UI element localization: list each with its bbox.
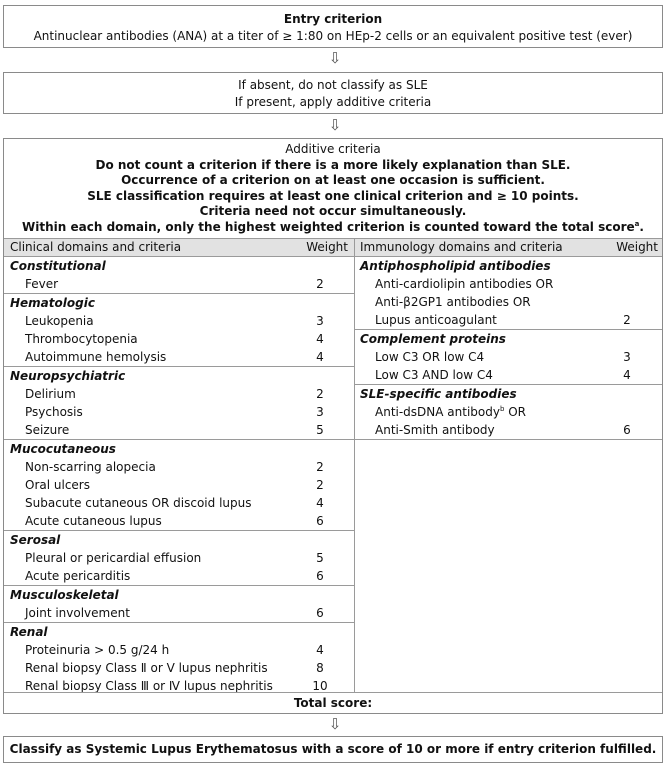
immunology-weight-header: Weight — [616, 240, 658, 254]
domain-name: Serosal — [10, 533, 61, 547]
criterion-label-text: Joint involvement — [25, 606, 130, 620]
criterion-row — [4, 458, 354, 476]
domain-group — [354, 257, 662, 330]
criterion-weight: 2 — [316, 277, 324, 291]
criterion-label-text: Autoimmune hemolysis — [25, 350, 167, 364]
entry-criterion-title: Entry criterion — [283, 12, 383, 26]
immunology-header-label: Immunology domains and criteria — [360, 240, 563, 254]
additive-rule-text: Within each domain, only the highest weighted criterion is counted toward the total score — [22, 219, 635, 234]
criterion-row — [354, 275, 662, 293]
criterion-label — [25, 403, 83, 421]
criterion-label — [25, 549, 201, 567]
criterion-weight: 4 — [623, 368, 631, 382]
additive-rule: SLE classification requires at least one clinical criterion and ≥ 10 points. — [87, 188, 579, 203]
additive-criteria-header — [4, 139, 662, 238]
criterion-weight: 3 — [316, 314, 324, 328]
additive-rule: Criteria need not occur simultaneously. — [199, 204, 467, 219]
domain-title-row — [354, 257, 662, 275]
criterion-label — [25, 512, 162, 530]
clinical-header-label: Clinical domains and criteria — [10, 240, 182, 254]
criterion-label — [375, 348, 484, 366]
criterion-weight: 6 — [316, 569, 324, 583]
criterion-label-text: Low C3 OR low C4 — [375, 350, 485, 364]
criterion-row — [354, 366, 662, 384]
criterion-label-text: Psychosis — [25, 405, 83, 419]
criterion-label-text: Oral ulcers — [25, 478, 90, 492]
criterion-label-text: Anti-dsDNA antibody — [375, 405, 500, 419]
criterion-weight: 6 — [316, 606, 324, 620]
criterion-label-text: Seizure — [25, 423, 70, 437]
additive-criteria-box — [3, 138, 663, 714]
criterion-label — [25, 385, 76, 403]
criterion-row — [354, 348, 662, 366]
domain-group — [354, 330, 662, 385]
criterion-weight: 6 — [623, 423, 631, 437]
footnote-marker: a — [634, 219, 640, 228]
criterion-label — [25, 275, 58, 293]
criterion-row — [4, 385, 354, 403]
criterion-row — [4, 549, 354, 567]
decision-present-text: If present, apply additive criteria — [234, 95, 432, 109]
domain-title-row — [4, 257, 354, 275]
criterion-label-text: Renal biopsy Class Ⅱ or Ⅴ lupus nephritis — [25, 661, 268, 675]
criterion-weight: 2 — [316, 460, 324, 474]
criterion-label-text: Acute pericarditis — [25, 569, 131, 583]
criterion-weight: 2 — [623, 313, 631, 327]
classification-result-box — [3, 736, 663, 763]
criterion-row — [4, 348, 354, 366]
criterion-label-text: Non-scarring alopecia — [25, 460, 156, 474]
down-arrow-icon: ⇩ — [328, 116, 342, 134]
domain-name: SLE-specific antibodies — [360, 387, 517, 401]
criterion-label-text: Delirium — [25, 387, 76, 401]
down-arrow-icon: ⇩ — [328, 715, 342, 733]
domain-name: Musculoskeletal — [10, 588, 119, 602]
criterion-row — [4, 512, 354, 530]
criterion-row — [4, 659, 354, 677]
domain-name: Renal — [10, 625, 48, 639]
criterion-label — [25, 476, 90, 494]
domain-group — [4, 440, 354, 531]
criterion-label — [375, 366, 493, 384]
decision-box — [3, 72, 663, 114]
criterion-weight: 4 — [316, 332, 324, 346]
criterion-row — [4, 330, 354, 348]
clinical-domains-column — [4, 257, 354, 695]
criterion-label-text: Renal biopsy Class Ⅲ or Ⅳ lupus nephritis — [25, 679, 273, 693]
criterion-weight: 8 — [316, 661, 324, 675]
criterion-label-text: Low C3 AND low C4 — [375, 368, 493, 382]
criterion-label-text: Anti-β2GP1 antibodies OR — [375, 295, 531, 309]
domain-title-row — [4, 623, 354, 641]
criterion-label — [25, 421, 69, 439]
domain-title-row — [4, 367, 354, 385]
domain-group — [4, 257, 354, 294]
domain-title-row — [354, 330, 662, 348]
down-arrow-icon: ⇩ — [328, 49, 342, 67]
domain-group — [4, 367, 354, 440]
criterion-row — [354, 403, 662, 421]
criterion-label — [25, 312, 94, 330]
criterion-weight: 3 — [316, 405, 324, 419]
additive-rule: Occurrence of a criterion on at least one occasion is sufficient. — [121, 173, 545, 188]
criterion-row — [4, 476, 354, 494]
additive-rule: Do not count a criterion if there is a more likely explanation than SLE. — [95, 157, 571, 172]
criterion-weight: 3 — [623, 350, 631, 364]
criterion-label — [375, 403, 526, 421]
criterion-label-text: Acute cutaneous lupus — [25, 514, 162, 528]
entry-criterion-box — [3, 5, 663, 48]
domain-title-row — [4, 531, 354, 549]
criterion-label-text: Thrombocytopenia — [25, 332, 138, 346]
criterion-row — [354, 421, 662, 439]
criterion-label-text: Leukopenia — [25, 314, 94, 328]
criterion-row — [4, 567, 354, 585]
entry-criterion-text: Antinuclear antibodies (ANA) at a titer of ≥ 1:80 on HEp-2 cells or an equivalent positive test (ever) — [33, 29, 633, 43]
criterion-row — [4, 421, 354, 439]
total-score-row: Total score: — [4, 692, 662, 713]
criterion-row — [354, 311, 662, 329]
criterion-weight: 2 — [316, 478, 324, 492]
additive-criteria-title: Additive criteria — [285, 142, 381, 156]
criterion-label — [25, 458, 156, 476]
criterion-label — [25, 567, 130, 585]
domain-group — [354, 385, 662, 440]
classification-result-text: Classify as Systemic Lupus Erythematosus with a score of 10 or more if entry criterion fulfilled. — [9, 742, 657, 756]
domain-title-row — [4, 294, 354, 312]
domain-name: Hematologic — [10, 296, 95, 310]
criterion-label-text: Lupus anticoagulant — [375, 313, 497, 327]
criterion-weight: 2 — [316, 387, 324, 401]
criterion-weight: 4 — [316, 496, 324, 510]
criterion-label-suffix: OR — [504, 405, 527, 419]
domain-group — [4, 623, 354, 695]
domain-group — [4, 531, 354, 586]
criterion-label — [25, 641, 169, 659]
domain-name: Mucocutaneous — [10, 442, 116, 456]
criterion-label-text: Proteinuria > 0.5 g/24 h — [25, 643, 170, 657]
clinical-weight-header: Weight — [306, 240, 348, 254]
criterion-row — [4, 641, 354, 659]
domain-title-row — [354, 385, 662, 403]
criterion-label — [25, 348, 166, 366]
domain-name: Neuropsychiatric — [10, 369, 126, 383]
criterion-label — [375, 275, 553, 293]
criterion-label — [25, 659, 268, 677]
criterion-weight: 5 — [316, 551, 324, 565]
domain-group — [4, 294, 354, 367]
domain-name: Complement proteins — [360, 332, 506, 346]
criterion-weight: 5 — [316, 423, 324, 437]
immunology-header-cell — [354, 239, 662, 256]
additive-rule-end: . — [639, 219, 644, 234]
criterion-label-text: Pleural or pericardial effusion — [25, 551, 202, 565]
criterion-row — [4, 275, 354, 293]
domain-name: Antiphospholipid antibodies — [360, 259, 551, 273]
criterion-weight: 4 — [316, 350, 324, 364]
criterion-label-text: Anti-cardiolipin antibodies OR — [375, 277, 554, 291]
additive-rule — [4, 220, 662, 236]
decision-absent-text: If absent, do not classify as SLE — [238, 78, 428, 92]
criterion-label-text: Fever — [25, 277, 59, 291]
criterion-label-text: Anti-Smith antibody — [375, 423, 495, 437]
criterion-label — [375, 421, 495, 439]
criterion-label — [375, 311, 497, 329]
footnote-marker: b — [499, 405, 505, 413]
domain-title-row — [4, 440, 354, 458]
clinical-header-cell — [4, 239, 354, 256]
criterion-label — [25, 604, 130, 622]
criterion-label — [25, 494, 251, 512]
criterion-label-text: Subacute cutaneous OR discoid lupus — [25, 496, 252, 510]
domain-group — [4, 586, 354, 623]
criterion-label — [25, 330, 138, 348]
domain-title-row — [4, 586, 354, 604]
table-header-row — [4, 238, 662, 257]
criterion-weight: 6 — [316, 514, 324, 528]
immunology-domains-column — [354, 257, 662, 440]
criterion-row — [4, 494, 354, 512]
criterion-row — [4, 604, 354, 622]
criterion-weight: 10 — [312, 679, 328, 693]
criterion-row — [4, 403, 354, 421]
domain-name: Constitutional — [10, 259, 106, 273]
criterion-row — [4, 312, 354, 330]
criterion-label — [375, 293, 531, 311]
criterion-row — [354, 293, 662, 311]
criterion-weight: 4 — [316, 643, 324, 657]
